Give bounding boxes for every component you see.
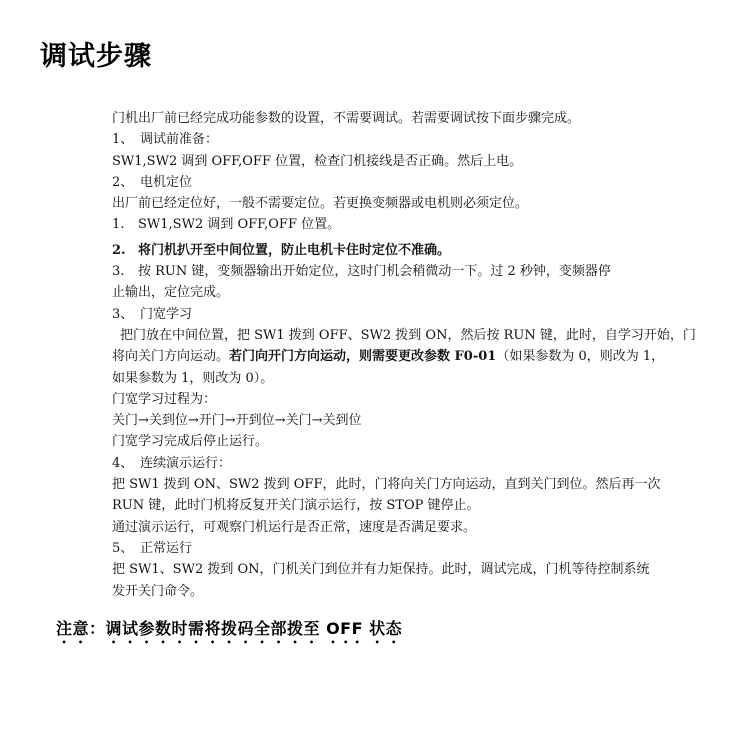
- step-3-body-tail: （如果参数为 0，则改为 1，: [496, 349, 665, 365]
- step-4-heading: [112, 453, 690, 474]
- intro-paragraph: 门机出厂前已经完成功能参数的设置，不需要调试。若需要调试按下面步骤完成。: [112, 111, 581, 126]
- step-4-title: 连续演示运行：: [140, 455, 232, 471]
- step-2-body: 出厂前已经定位好，一般不需要定位。若更换变频器或电机则必须定位。: [112, 196, 529, 212]
- step-4-body-line-3: 通过演示运行，可观察门机运行是否正常，速度是否满足要求。: [112, 519, 477, 535]
- step-2-sub-2-text: 将门机扒开至中间位置，防止电机卡住时定位不准确。: [138, 242, 451, 258]
- step-4-body-line-2: RUN 键，此时门机将反复开关门演示运行，按 STOP 键停止。: [112, 498, 480, 514]
- document-body: [112, 108, 696, 602]
- step-2-sub-1: [112, 214, 690, 235]
- step-3-process-label: 门宽学习过程为：: [112, 391, 217, 407]
- step-2-sub-1-text: SW1,SW2 调到 OFF,OFF 位置。: [138, 217, 341, 233]
- step-2-heading: [112, 172, 690, 193]
- step-2-sub-2-number: 2.: [112, 242, 126, 258]
- step-3-body-line-1: 把门放在中间位置，把 SW1 拨到 OFF、SW2 拨到 ON，然后按 RUN 键，此时，自学习开始，门: [120, 327, 696, 343]
- step-5-body-line-2: 发开关门命令。: [112, 583, 204, 599]
- step-5-body-line-1: 把 SW1、SW2 拨到 ON，门机关门到位并有力矩保持。此时，调试完成，门机等待控制系统: [112, 562, 650, 578]
- step-2-sub-1-number: 1.: [112, 217, 125, 233]
- step-3-done: 门宽学习完成后停止运行。: [112, 434, 269, 450]
- step-2-sub-2: [112, 240, 690, 261]
- step-4-body-line-1: 把 SW1 拨到 ON、SW2 拨到 OFF，此时，门将向关门方向运动，直到关门到位。然后再一次: [112, 477, 661, 493]
- step-1-heading: [112, 129, 690, 150]
- step-2-number: 2、: [112, 174, 134, 190]
- page-title: 调试步骤: [40, 41, 152, 72]
- step-1-body: SW1,SW2 调到 OFF,OFF 位置，检查门机接线是否正确。然后上电。: [112, 153, 523, 169]
- step-3-body-line-3: 如果参数为 1，则改为 0）。: [112, 370, 274, 386]
- step-2-title: 电机定位: [140, 174, 193, 190]
- step-3-process-flow: 关门→关到位→开门→开到位→关门→关到位: [112, 413, 362, 429]
- step-2-sub-3-line-2: 止输出，定位完成。: [112, 285, 230, 301]
- step-2-sub-3: [112, 261, 690, 282]
- step-2-sub-3-line-1: 按 RUN 键，变频器输出开始定位，这时门机会稍微动一下。过 2 秒钟，变频器停: [138, 264, 611, 280]
- notice-text: 注意：调试参数时需将拨码全部拨至 OFF 状态: [56, 619, 403, 638]
- step-5-heading: [112, 538, 690, 559]
- step-1-title: 调试前准备：: [140, 132, 219, 148]
- step-2-sub-3-number: 3.: [112, 264, 125, 280]
- step-5-title: 正常运行: [140, 540, 193, 556]
- step-3-body-plain: 将向关门方向运动。: [112, 349, 230, 365]
- step-3-body-line-2: [112, 346, 690, 367]
- step-4-number: 4、: [112, 455, 134, 471]
- step-3-body-bold: 若门向开门方向运动，则需要更改参数 F0-01: [229, 349, 497, 365]
- step-3-heading: [112, 304, 690, 325]
- step-3-number: 3、: [112, 306, 134, 322]
- step-1-number: 1、: [112, 132, 134, 148]
- step-3-title: 门宽学习: [140, 306, 193, 322]
- step-5-number: 5、: [112, 540, 134, 556]
